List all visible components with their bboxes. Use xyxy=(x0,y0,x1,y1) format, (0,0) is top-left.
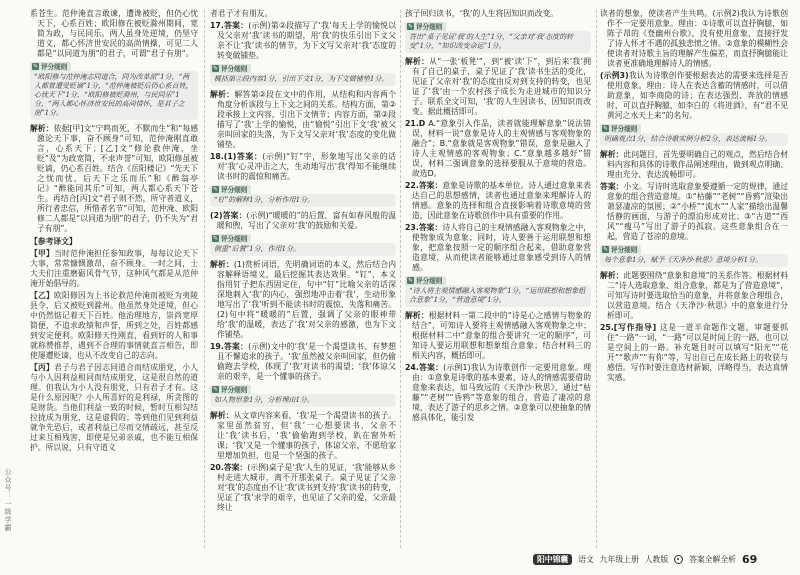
answer-paragraph xyxy=(210,411,396,461)
item-text: 解答第②段在文中的作用，从结构和内容两个角度分析该段与上下文之间的关系。结构方面，第②段承接上文内容，引出下文情节；内容方面，第②段描写了‘我’上学的愉悦，由“愉悦”引出下文‘我’被父亲叫回家的失落，为下文写父亲对‘我’态度的变化做铺垫。 xyxy=(217,90,396,149)
answer-paragraph xyxy=(30,124,198,234)
answer-paragraph xyxy=(600,271,788,321)
subject-label: 语文 xyxy=(578,554,594,564)
scoring-label-text: 评分细则 xyxy=(221,234,248,243)
translation-paragraph xyxy=(30,291,198,361)
answer-paragraph xyxy=(405,9,591,19)
answer-column-1 xyxy=(30,9,198,550)
item-text: A.“意象引入作品，读者就能理解意象”说法错误，材料一说“意象是诗人的主观情感与客观物象的融合”；B.“意象就是客观物象”错误，意象是融入了诗人主观情感的客观物象；C.“意象越多越好”错误，材料二强调意象的选择要服从于意境的营造。故选D。 xyxy=(412,119,591,178)
scoring-label-text: 评分细则 xyxy=(221,64,248,73)
item-label: 【丙】 xyxy=(30,363,55,372)
section-label: 答案全解全析 xyxy=(689,554,736,564)
item-text: 欧阳修因为上书论救范仲淹而被贬为夷陵县令，后又被贬到滁州。他虽然身处逆境，但心中仍然惦记着天下百姓。他治理地方，崇尚宽厚简便，不追求政绩和声誉，所到之处，百姓都感到安定便利。欧阳修天性刚直，看到好的人和事就称赞推荐，遇到不合理的事情就直言相告，即使屡遭贬谪，也从不改变自己的志向。 xyxy=(30,291,198,360)
item-text: 从文章内容来看，‘我’是一个渴望读书的孩子。家里虽然贫穷，但‘我’一心想要读书，父亲不让‘我’读书后，‘我’偷偷跑到学校，趴在窗外听课；‘我’又是一个懂事的孩子，体谅父亲，不愿给家里增加负担，也是一个坚强的孩子。 xyxy=(217,411,396,460)
scoring-box xyxy=(600,244,788,267)
item-label: 18.(1)答案： xyxy=(210,152,263,161)
answer-paragraph xyxy=(600,182,788,242)
item-text: 此题要围绕“意象和意境”的关系作答。根据材料二“诗人选取意象、组合意象，都是为了营造意境”，可知写诗时要选取恰当的意象，并将意象合理组合，以营造意境。结合《天净沙·秋思》中的意象进行分析即可。 xyxy=(607,271,788,320)
scoring-label xyxy=(30,62,71,71)
scoring-box xyxy=(210,63,396,86)
item-label: 24.答案： xyxy=(405,363,444,372)
answer-paragraph xyxy=(210,463,396,513)
answer-paragraph xyxy=(210,342,396,382)
item-text: 这是一道半命题作文题，审题要抓住“一路”一词，“一路”可以是时间上的一路，也可以是空间上的一路。补充题目时可以填写“阳光”“花开”“歌声”“有你”等，写出自己在成长路上的收获与感悟。写作时要注意选材新颖，详略得当，表达真情实感。 xyxy=(607,323,788,382)
item-label: 22.答案： xyxy=(405,181,443,190)
answer-paragraph xyxy=(405,181,591,221)
scoring-text: “欧阳修与范仲淹志同道合，同为改革派”1分，“两人都曾遭受贬谪”1分，“范仲淹被贬后仍心系百姓，心忧天下”1分，“欧阳修被贬滁州，与民同乐”1分，“两人都心怀济世安民的高尚情怀，是君子之朋”1分。 xyxy=(30,71,198,120)
answer-paragraph xyxy=(405,363,591,423)
item-label: 解析： xyxy=(405,311,429,320)
side-watermark-label: 公众号：一级学霸 xyxy=(4,468,12,532)
answer-paragraph xyxy=(30,9,198,59)
scoring-label-text: 评分细则 xyxy=(221,385,248,394)
grade-label: 九年级上册 xyxy=(599,554,639,564)
item-label: 答案： xyxy=(600,182,624,191)
item-text: (示例)“暖暖的”的后置，富有如春风般的温暖和煦，写出了父亲对‘我’的鼓励和关爱。 xyxy=(217,211,396,230)
answer-paragraph xyxy=(600,150,788,180)
item-label: (示例3) xyxy=(600,71,629,80)
scoring-text: 概括第②段内容1分，引出下文1分，为下文做铺垫1分。 xyxy=(210,73,396,86)
scoring-label xyxy=(600,245,641,254)
item-text: 系苍生。范仲淹直言敢谏，遭谗被贬，但仍心忧天下，心系百姓；欧阳修在被贬滁州期间，宽简为政，与民同乐。两人虽身处逆境，仍坚守道义，都心怀济世安民的高尚情操，可见二人都是“以同道为朋”的君子，可谓“君子有朋”。 xyxy=(30,9,198,58)
item-label: 【乙】 xyxy=(30,291,55,300)
item-label: 23.答案： xyxy=(405,223,443,232)
scoring-text: “钉”的解释1分，分析作用1分。 xyxy=(210,194,396,207)
answer-column-3 xyxy=(405,9,591,550)
pencil-icon: ✎ xyxy=(32,63,39,70)
page-number: 69 xyxy=(741,552,758,566)
scoring-label-text: 评分细则 xyxy=(41,62,68,71)
column-divider xyxy=(596,10,597,548)
item-label: 20.答案： xyxy=(210,463,248,472)
item-text: (示例)文中的‘我’是一个渴望读书、有梦想且不懈追求的孩子。‘我’虽然被父亲叫回家，但仍偷偷跑去学校，体现了‘我’对读书的渴望；‘我’体谅父亲的艰辛，是一个懂事的孩子。 xyxy=(217,342,396,381)
brand-badge: 阳中锦囊 xyxy=(533,554,572,565)
answer-column-2 xyxy=(210,9,396,550)
item-label: 解析： xyxy=(600,150,624,159)
scoring-box xyxy=(600,123,788,146)
column-divider xyxy=(204,10,205,548)
item-label: 解析： xyxy=(210,90,235,99)
scoring-label xyxy=(210,64,251,73)
item-text: 当时范仲淹担任参知政事，每每议论天下大事，常常慷慨激昂，奋不顾身。一时之间，士大夫们注重磨砺风骨气节，这种风气都是从范仲淹开始倡导的。 xyxy=(30,249,198,288)
scoring-label xyxy=(600,124,641,133)
item-text: 君子与君子因志同道合而结成朋党，小人与小人因利益相同而结成朋党，这是很自然的道理。但我认为小人没有朋党，只有君子才有。这是什么原因呢？小人所喜好的是利禄，所贪图的是财货。当他们利益一致的时候，暂时互相勾结拉拢成为朋党，这是虚假的；等到他们见到利益就争先恐后，或者利益已尽而交情疏远，甚至反过来互相残害，即使是兄弟亲戚，也不能互相保护。所以说，只有守道义 xyxy=(30,363,198,452)
item-label: 解析： xyxy=(210,411,234,420)
answer-paragraph xyxy=(600,9,788,69)
item-text: 意象是诗歌的基本单位。诗人通过意象来表达自己的思想感情，读者也通过意象来理解诗人的情感。意象的选择和组合直接影响着诗歌意境的营造，因此意象在诗歌创作中具有重要的作用。 xyxy=(412,181,591,220)
item-text: 孩子回归读书，‘我’的人生将因知识而改变。 xyxy=(405,9,559,18)
target-icon xyxy=(674,555,683,564)
item-label: 解析： xyxy=(600,271,624,280)
scoring-box xyxy=(405,275,591,307)
answer-paragraph xyxy=(405,57,591,117)
item-text: 根据材料一第二段中的“诗是心之感情与物象的结合”，可知诗人要将主观情感融入客观物象之中；根据材料二中“意象的组合要讲究一定的顺序”，可知诗人要运用联想和想象组合意象；结合材料三的相关内容，概括即可。 xyxy=(412,311,591,360)
answer-paragraph xyxy=(210,260,396,340)
item-label: 【甲】 xyxy=(30,249,55,258)
scoring-text: 明确观点1分，结合诗歌实例分析2分，表达流畅1分。 xyxy=(600,133,788,146)
scoring-label xyxy=(405,276,446,285)
scoring-label xyxy=(210,385,251,394)
item-text: 小文。写诗时选取意象要遵循一定的规律，通过意象的组合营造意境。①“枯藤”“老树”“昏鸦”渲染出萧瑟凄凉的氛围；②“小桥”“流水”“人家”描绘出温馨恬静的画面，与游子的漂泊形成对比；③“古道”“西风”“瘦马”写出了游子的孤寂。这些意象组合在一起，营造了苍凉的意境。 xyxy=(607,182,788,241)
scoring-label-text: 评分细则 xyxy=(611,124,638,133)
column-divider xyxy=(400,10,401,548)
item-label: 解析： xyxy=(210,260,234,269)
translation-paragraph xyxy=(210,9,396,19)
translation-paragraph xyxy=(30,363,198,453)
pencil-icon: ✎ xyxy=(602,246,609,253)
item-label: 21.D xyxy=(405,119,429,128)
edition-label: 人教版 xyxy=(644,554,669,564)
scoring-box xyxy=(210,184,396,207)
item-text: 我认为诗歌创作要根据表达的需要来选择是否使用意象。理由：诗人在表达含蓄的情感时，可以借助意象，如李商隐的诗；在表达强烈、奔放的情感时，可以直抒胸臆，如李白的《将进酒》，有“君不见黄河之水天上来”的名句。 xyxy=(607,71,788,120)
scoring-box xyxy=(210,233,396,256)
item-text: 此问题目，首先要明确自己的观点，然后结合材料内容和具体的诗歌作品阐述理由，做到观点明确、理由充分、表达流畅即可。 xyxy=(607,150,788,179)
pencil-icon: ✎ xyxy=(212,235,219,242)
scoring-text: 侧重“后置”1分，作用1分。 xyxy=(210,243,396,256)
item-label: 17.答案： xyxy=(210,21,249,30)
item-text: (示例)第②段描写了‘我’每天上学的愉悦以及父亲对‘我’读书的期望，用‘我’的快乐引出下文父亲不让‘我’读书的情节，为下文写父亲对‘我’态度的转变做铺垫。 xyxy=(217,21,396,60)
item-text: 依据[甲]文“宁鸣而死，不默而生”和“每感激论天下事，奋不顾身”可知，范仲淹刚直敢言，心系天下；[乙]文“修论救仲淹，坐贬”及“为政宽简，不求声誉”可知，欧阳修虽被贬谪，仍心系百姓。结合《岳阳楼记》“先天下之忧而忧，后天下之乐而乐”和《醉翁亭记》“醉能同其乐”可知，两人都心系天下苍生。再结合[丙]文“君子则不然，所守者道义，所行者忠信，所惜者名节”可知，范仲淹、欧阳修二人都是“以同道为朋”的君子，仍不失为“君子有朋”。 xyxy=(37,124,198,233)
scoring-label xyxy=(405,22,446,31)
pencil-icon: ✎ xyxy=(212,65,219,72)
answer-paragraph xyxy=(600,71,788,121)
scoring-text: 如人物形象1分，分析理由1分。 xyxy=(210,394,396,407)
item-label: 解析： xyxy=(405,57,430,66)
answer-paragraph xyxy=(210,90,396,150)
pencil-icon: ✎ xyxy=(602,125,609,132)
answer-paragraph xyxy=(405,223,591,273)
answer-column-4 xyxy=(600,9,788,550)
item-label: (2)答案： xyxy=(210,211,247,220)
item-label: 解析： xyxy=(30,124,54,133)
answer-paragraph xyxy=(600,323,788,383)
scoring-text: 答出“桌子见证‘我’的人生”1分，“父亲对‘我’态度的转变”1分，“知识改变命运”1分。 xyxy=(405,31,591,53)
scoring-label-text: 评分细则 xyxy=(611,245,638,254)
section-heading: 【参考译文】 xyxy=(30,237,77,246)
item-text: (示例)“钉”字，形象地写出父亲的话对‘我’心灵冲击之大，生动地写出‘我’得知不能继续读书时的震惊和痛苦。 xyxy=(217,152,396,181)
scoring-label-text: 评分细则 xyxy=(416,276,443,285)
answer-paragraph xyxy=(405,119,591,179)
pencil-icon: ✎ xyxy=(407,277,414,284)
pencil-icon: ✎ xyxy=(212,186,219,193)
item-text: 从“一张‘板凳’”，到“被‘读’下”，到后来‘我’拥有了自己的桌子，桌子见证了‘我’读书生活的变化，见证了父亲对‘我’的态度由反对到支持的转变，也见证了‘我’由一个农村孩子成长为走进城市的知识分子。联系全文可知，‘我’的人生因读书、因知识而改变。据此概括即可。 xyxy=(412,57,591,116)
item-text: 者君子才有朋友。 xyxy=(210,9,273,18)
translation-paragraph xyxy=(30,249,198,289)
item-text: (示例1)我认为诗歌创作一定要用意象。理由：①意象是诗歌的基本要素，诗人的情感需要借助意象来表达，如马致远的《天净沙·秋思》，通过“枯藤”“老树”“昏鸦”等意象的组合，营造了凄凉的意境，表达了游子的思乡之情。②意象可以使抽象的情感具体化，能引发 xyxy=(412,363,591,422)
answer-paragraph xyxy=(210,21,396,61)
scoring-text: “诗人将主观情感融入客观物象”1分，“运用联想和想象组合意象”1分，“营造意境”1分。 xyxy=(405,285,591,307)
page-footer xyxy=(533,552,757,566)
pencil-icon: ✎ xyxy=(407,23,414,30)
item-label: 19.答案： xyxy=(210,342,249,351)
pencil-icon: ✎ xyxy=(212,386,219,393)
scoring-box xyxy=(210,384,396,407)
item-text: (1)赏析词语，先明确词语的本义，然后结合内容解释语境义，最后挖掘其表达效果。“钉”，本义指用钉子把东西固定住，句中“钉”比喻父亲的话深深地刺入‘我’的内心，强烈地冲击着‘我’，生动形象地写出了‘我’听到不能读书时的震惊、失落和痛苦。(2)句中将“暖暖的”后置，强调了父亲的眼神带给‘我’的温暖，表达了‘我’对父亲的感激，也为下文作铺垫。 xyxy=(217,260,396,339)
item-text: 诗人将自己的主观情感融入客观物象之中，使物象成为意象；同时，诗人要善于运用联想和想象，把意象按照一定的顺序组合起来，借助意象营造意境，从而使读者能够通过意象感受到诗人的情感。 xyxy=(412,223,591,272)
scoring-label xyxy=(210,234,251,243)
item-text: 读者的想象，使读者产生共鸣。(示例2)我认为诗歌创作不一定要用意象。理由：①诗歌可以直抒胸臆，如陈子昂的《登幽州台歌》，没有使用意象，直接抒发了诗人怀才不遇的孤独悲愤之情。②意象的模糊性会使读者对诗歌主旨的理解产生偏差，而直抒胸臆能让读者更准确地理解诗人的情感。 xyxy=(600,9,788,68)
item-text: (示例)桌子是‘我’人生的见证，‘我’能够从乡村走进大城市，离不开那张桌子。桌子见证了父亲对‘我’的态度由不让‘我’读书到支持‘我’读书的转变，见证了‘我’求学的艰辛，也见证了父亲的爱，父亲最终让 xyxy=(217,463,396,512)
scoring-box xyxy=(30,61,198,120)
answer-paragraph xyxy=(210,211,396,231)
scoring-label-text: 评分细则 xyxy=(416,22,443,31)
scoring-box xyxy=(405,21,591,53)
scoring-text: 每个意象1分，赋予《天净沙·秋思》意境分析1分。 xyxy=(600,254,788,267)
answer-paragraph xyxy=(405,311,591,361)
answer-paragraph xyxy=(210,152,396,182)
scoring-label xyxy=(210,185,251,194)
scoring-label-text: 评分细则 xyxy=(221,185,248,194)
item-label: 25.[写作指导] xyxy=(600,323,660,332)
